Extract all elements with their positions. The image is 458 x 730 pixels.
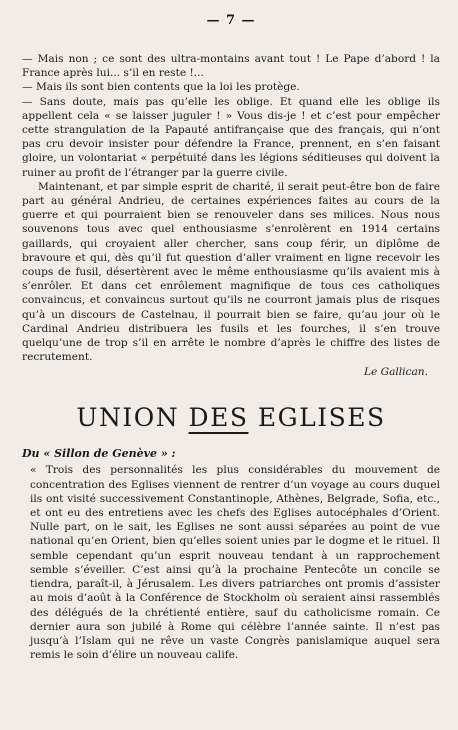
paragraph-4: Maintenant, et par simple esprit de charité, il serait peut-être bon de faire part au général Andrieu, de certaines expériences faites au cours de la guerre et qui pourraient bien se renouveler dans ses milices. Nous nous souvenons tous avec quel enthousiasme s’enrolèrent en 1914 certains gaillards, qui croyaient aller chercher, sans coup férir, un diplôme de bravoure et qui, dès qu’il fut question d’aller vraiment en ligne recevoir les coups de fusil, désertèrent avec le même enthousiasme qu’ils avaient mis à s’enrôler. Et dans cet enrôlement magnifique de tous ces catholiques convaincus, et convaincus surtout qu’ils ne courront jamais plus de risques qu’à un discours de Castelnau, il pourrait bien se faire, qu’au jour où le Cardinal Andrieu distribuera les fusils et les fourches, il s’en trouve quelqu’une de trop s’il en arrête le nombre d’après le chiffre des listes de recrutement. [22,180,440,364]
paragraph-3: — Sans doute, mais pas qu’elle les oblige. Et quand elle les oblige ils appellent cela « se laisser juguler ! » Vous dis-je ! et c’est pour empêcher cette strangulation de la Papauté antifrançaise que des français, qui n’ont pas cru devoir insister pour défendre la France, prennent, en s’en faisant gloire, un volontariat « perpétuité dans les légions séditieuses qui doivent la ruiner au profit de l’étranger par la guerre civile. [22,95,440,179]
paragraph-1: — Mais non ; ce sont des ultra-montains avant tout ! Le Pape d’abord ! la France après lui... s’il en reste !... [22,53,440,80]
source-attribution: Du « Sillon de Genève » : [22,447,176,461]
paragraph-2: — Mais ils sont bien contents que la loi les protège. [22,81,300,94]
signature: Le Gallican. [363,366,428,379]
headline-word-union: UNION [76,403,189,433]
article-body [22,52,440,364]
headline-word-des: DES [188,403,249,433]
headline-word-eglises: EGLISES [248,403,386,433]
quoted-text: « Trois des personnalités les plus considérables du mouvement de concentration des Eglises viennent de rentrer d’un voyage au cours duquel ils ont visité successivement Constantinople, Athènes, Belgrade, Sofia, etc., et ont eu des entretiens avec les chefs des Eglises autocéphales d’Orient. Nulle part, on le sait, les Eglises ne sont aussi séparées au point de vue national qu’en Orient, bien qu’elles soient unies par le dogme et le rituel. Il semble cependant qu’un esprit nouveau tendant à un rapprochement semble s’éveiller. C’est ainsi qu’à la prochaine Pentecôte un concile se tiendra, paraît-il, à Jérusalem. Les divers patriarches ont promis d’assister au mois d’août à la Conférence de Stockholm où seraient ainsi rassemblés des délégués de la chrétienté entière, sauf du catholicisme romain. Ce dernier aura son jubilé à Rome qui célèbre l’année sainte. Il n’est pas jusqu’à l’Islam qui ne rêve un vaste Congrès panislamique auquel sera remis le soin d’élire un nouveau calife. [30,464,440,662]
section-headline [22,403,440,433]
page-number: — 7 — [206,13,256,28]
